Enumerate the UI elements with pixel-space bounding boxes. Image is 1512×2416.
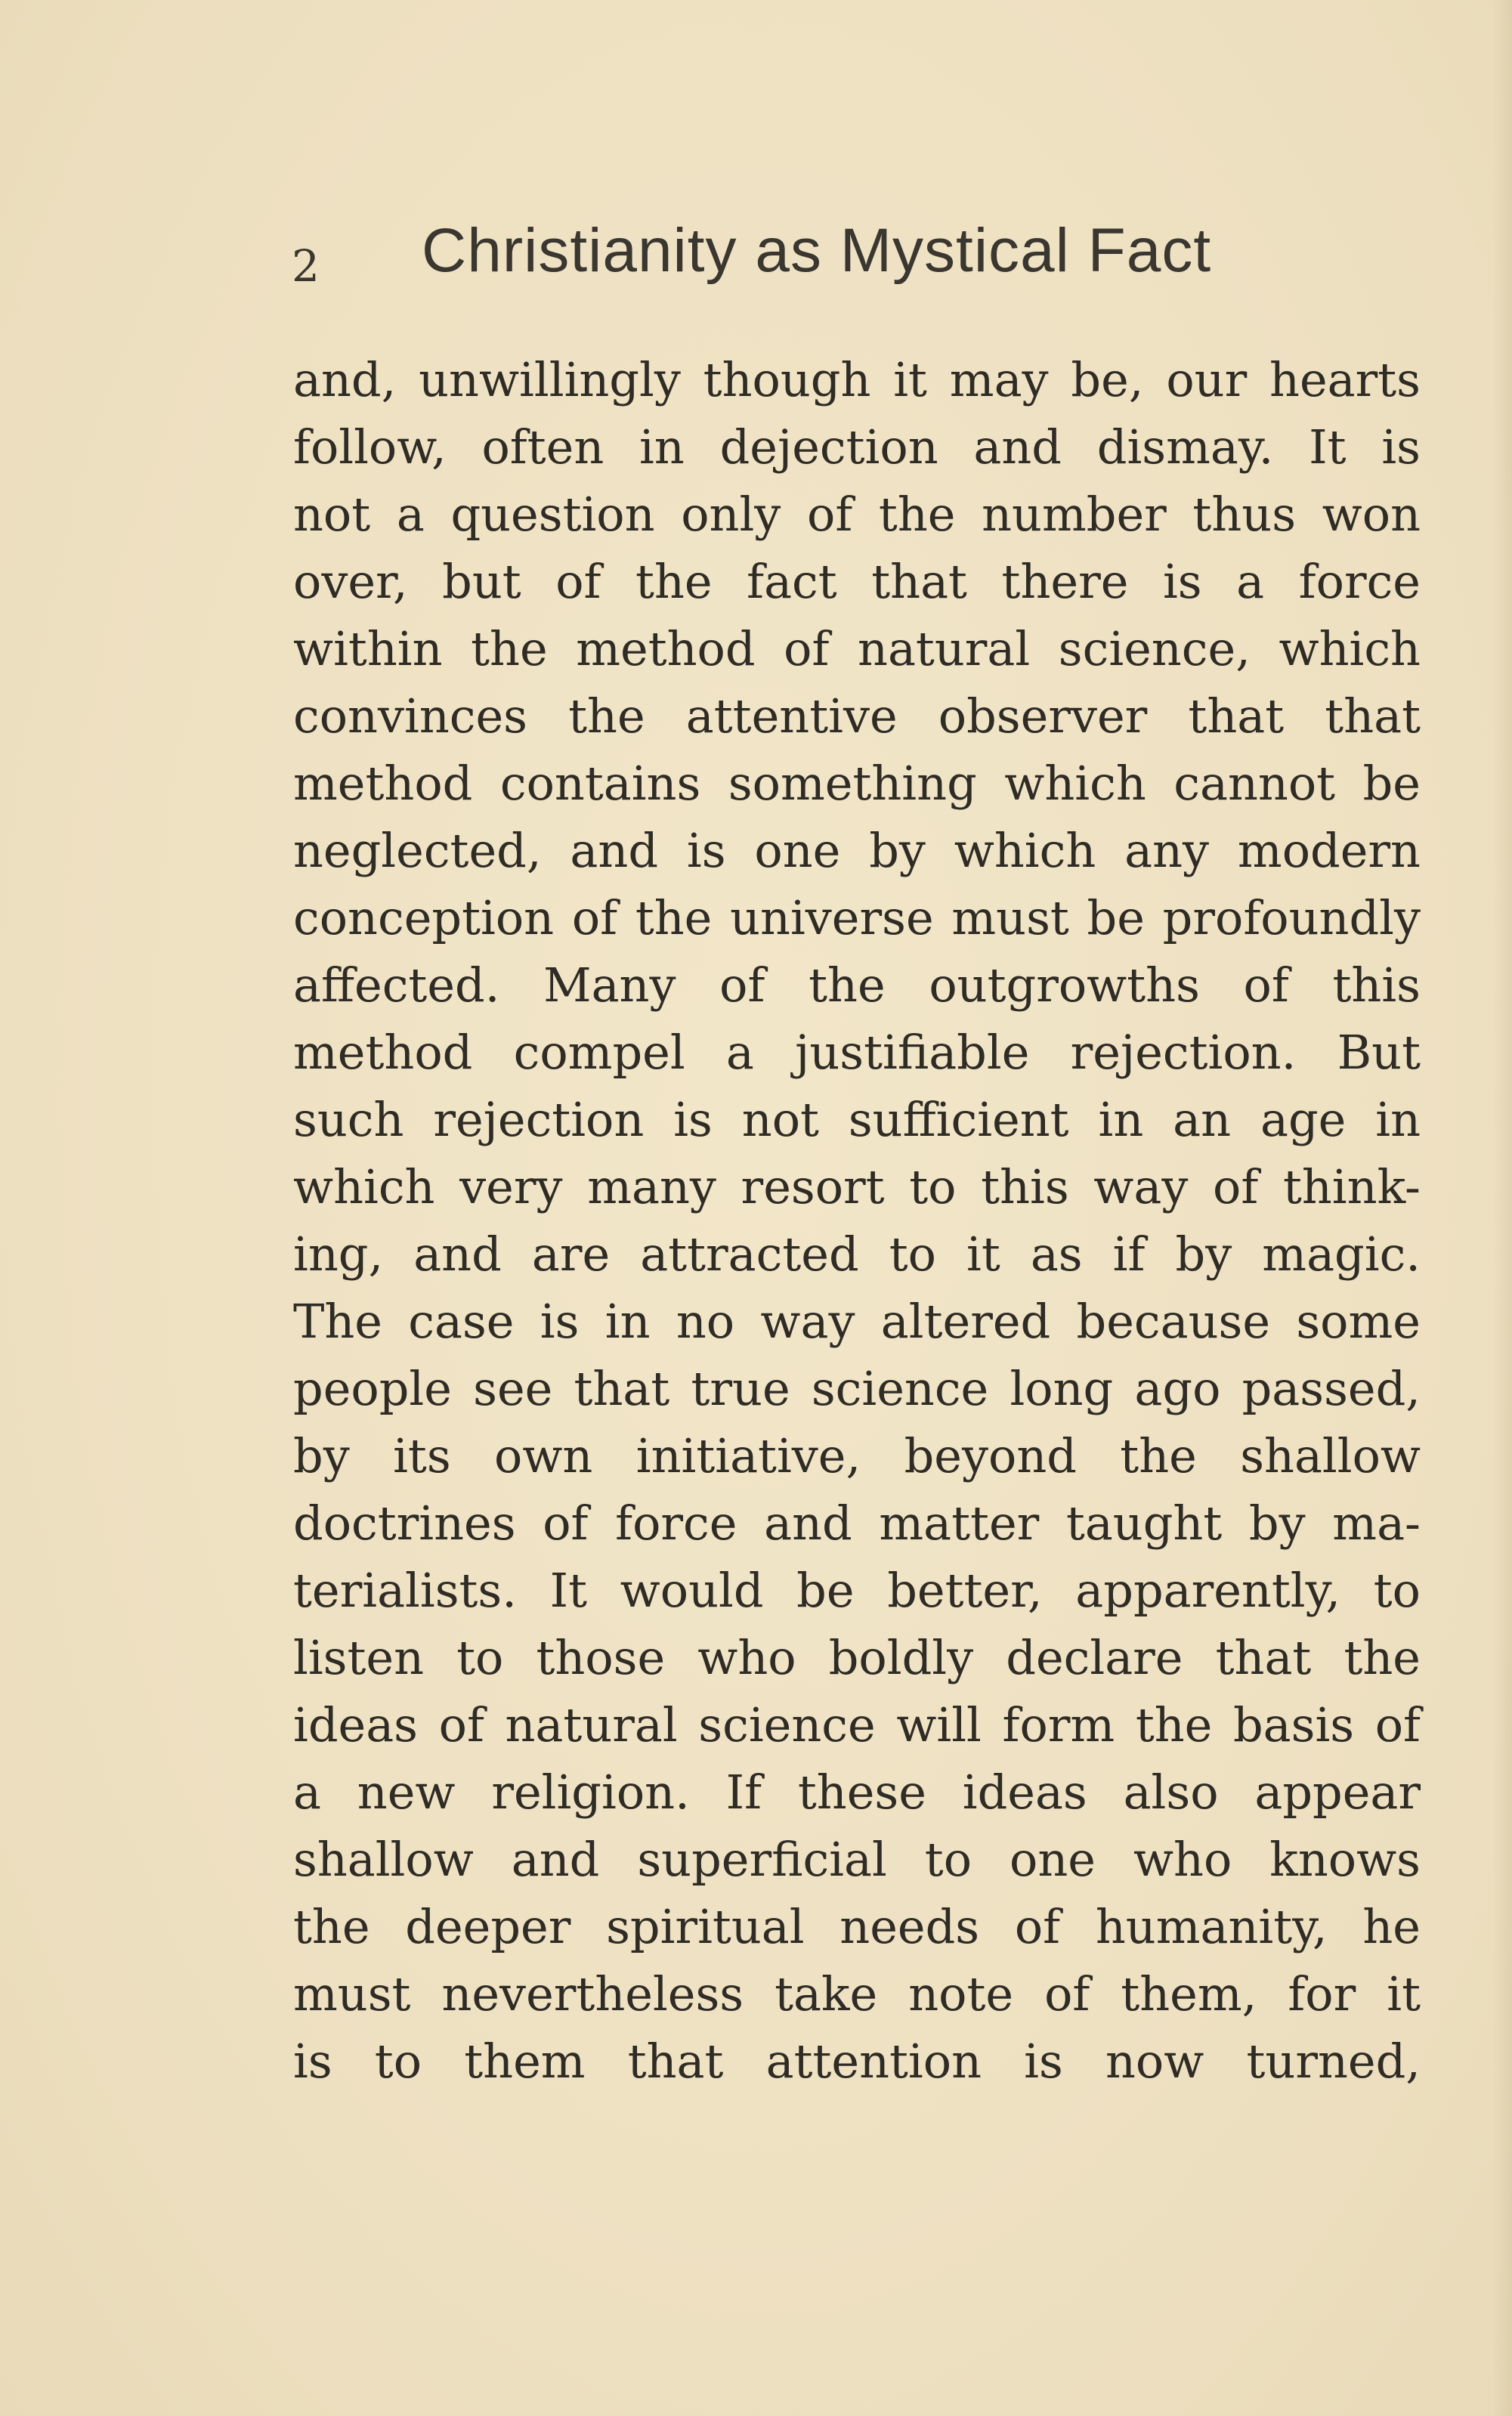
text-line: follow, often in dejection and dismay. It is — [293, 419, 1421, 475]
text-line: convinces the attentive observer that that — [293, 688, 1421, 744]
text-line: method contains something which cannot be — [293, 756, 1421, 811]
text-line: ing, and are attracted to it as if by magic. — [293, 1227, 1421, 1282]
text-line: people see that true science long ago passed, — [293, 1361, 1421, 1416]
text-line: not a question only of the number thus won — [293, 487, 1421, 542]
text-line: such rejection is not sufficient in an age in — [293, 1092, 1421, 1147]
text-line: is to them that attention is now turned, — [293, 2034, 1421, 2089]
text-line: conception of the universe must be profoundly — [293, 890, 1421, 945]
page-header — [292, 213, 1380, 304]
text-line: method compel a justifiable rejection. But — [293, 1025, 1421, 1080]
text-line: doctrines of force and matter taught by ma- — [293, 1496, 1421, 1551]
text-line: by its own initiative, beyond the shallow — [293, 1428, 1421, 1483]
text-line: must nevertheless take note of them, for it — [293, 1966, 1421, 2022]
page-edge-shadow — [1492, 0, 1512, 2416]
text-line: The case is in no way altered because some — [293, 1294, 1421, 1349]
text-line: listen to those who boldly declare that the — [293, 1630, 1421, 1685]
page-number: 2 — [292, 240, 320, 292]
running-title: Christianity as Mystical Fact — [422, 216, 1212, 285]
text-line: a new religion. If these ideas also appear — [293, 1765, 1421, 1820]
text-line: terialists. It would be better, apparently, to — [293, 1563, 1421, 1618]
text-line: ideas of natural science will form the basis of — [293, 1697, 1421, 1752]
text-line: shallow and superficial to one who knows — [293, 1832, 1421, 1887]
text-line: over, but of the fact that there is a force — [293, 554, 1421, 609]
text-line: affected. Many of the outgrowths of this — [293, 957, 1421, 1013]
text-line: within the method of natural science, which — [293, 621, 1421, 676]
text-line: and, unwillingly though it may be, our hearts — [293, 352, 1421, 407]
text-line: which very many resort to this way of think- — [293, 1159, 1421, 1214]
text-line: the deeper spiritual needs of humanity, he — [293, 1899, 1421, 1954]
body-text — [293, 346, 1421, 2095]
text-line: neglected, and is one by which any modern — [293, 823, 1421, 878]
